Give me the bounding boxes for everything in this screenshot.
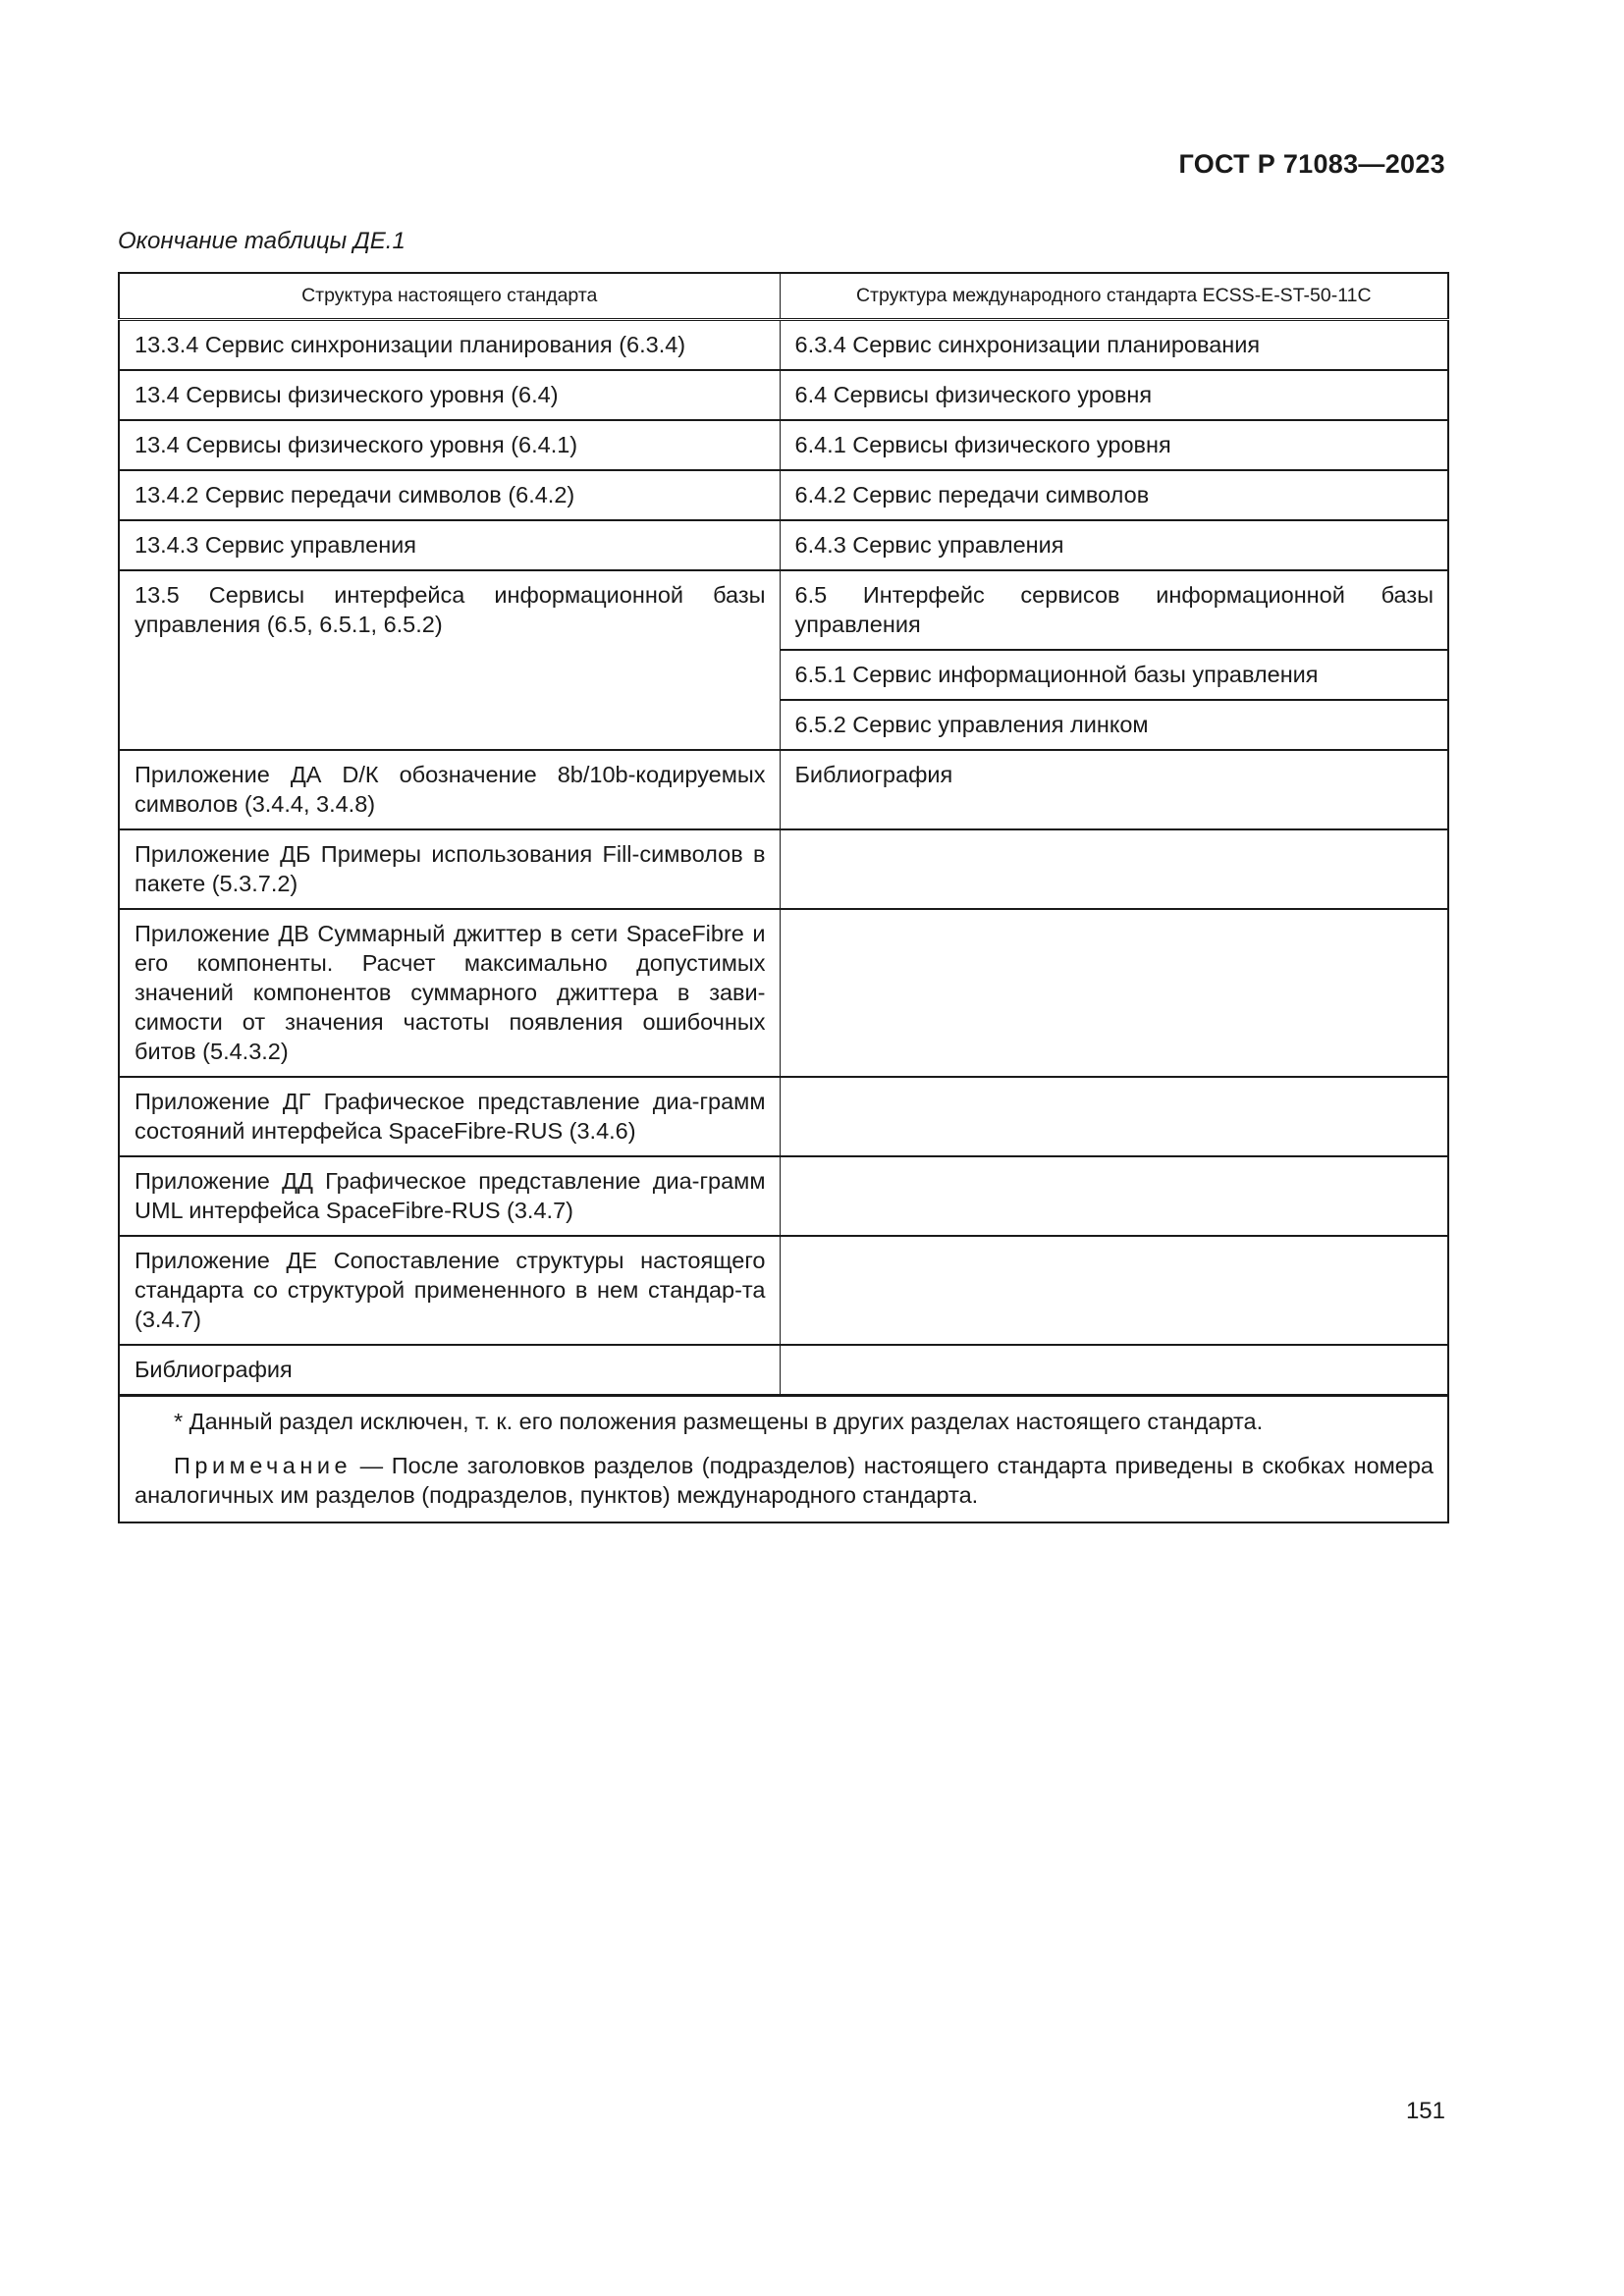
table-cell-international: 6.5 Интерфейс сервисов информационной базы управления [780,570,1448,650]
page-number: 151 [1405,2098,1445,2124]
table-row [119,370,1448,420]
table-cell-international [780,909,1448,1077]
table-cell-international: 6.5.1 Сервис информационной базы управления [780,650,1448,700]
standard-code-header: ГОСТ Р 71083—2023 [1178,149,1445,179]
table-cell-international: 6.3.4 Сервис синхронизации планирования [780,320,1448,371]
table-cell-national: 13.4.2 Сервис передачи символов (6.4.2) [119,470,780,520]
table-row [119,1236,1448,1345]
table-row [119,1156,1448,1236]
table-caption: Окончание таблицы ДЕ.1 [118,228,406,254]
table-footnote: * Данный раздел исключен, т. к. его положения размещены в других разделах настоящего стандарта. [174,1409,1264,1434]
table-cell-international: 6.4.1 Сервисы физического уровня [780,420,1448,470]
table-cell-international: 6.4.2 Сервис передачи символов [780,470,1448,520]
table-cell-international: Библиография [780,750,1448,829]
table-header-row [119,273,1448,320]
note-text: — После заголовков разделов (подразделов) настоящего стандарта приведены в скобках номера аналогичных им разделов (подразделов, пунктов) международного стандарта. [135,1453,1434,1508]
table-cell-international: 6.4 Сервисы физического уровня [780,370,1448,420]
column-header-international: Структура международного стандарта ECSS-E-ST-50-11C [780,273,1448,320]
table-cell-national: Приложение ДГ Графическое представление диа-грамм состояний интерфейса SpaceFibre-RUS (3.4.6) [119,1077,780,1156]
table-cell-international [780,1156,1448,1236]
table-cell-national: Приложение ДБ Примеры использования Fill-символов в пакете (5.3.7.2) [119,829,780,909]
table-row [119,1077,1448,1156]
note-label: Примечание [174,1453,352,1478]
table-notes-cell [119,1396,1448,1523]
table-cell-international: 6.4.3 Сервис управления [780,520,1448,570]
table-cell-international [780,1345,1448,1396]
table-cell-international [780,829,1448,909]
table-row [119,1345,1448,1396]
table-row [119,520,1448,570]
table-cell-national: Приложение ДВ Суммарный джиттер в сети SpaceFibre и его компоненты. Расчет максимально допустимых значений компонентов суммарного джиттера в зави-симости от значения частоты появления ошибочных битов (5.4.3.2) [119,909,780,1077]
table-row [119,829,1448,909]
table-cell-national: 13.3.4 Сервис синхронизации планирования (6.3.4) [119,320,780,371]
table-notes-row [119,1396,1448,1523]
table-note [135,1451,1434,1510]
table-cell-international: 6.5.2 Сервис управления линком [780,700,1448,750]
table-cell-national: 13.5 Сервисы интерфейса информационной базы управления (6.5, 6.5.1, 6.5.2) [119,570,780,750]
column-header-national: Структура настоящего стандарта [119,273,780,320]
table-cell-national: Приложение ДД Графическое представление диа-грамм UML интерфейса SpaceFibre-RUS (3.4.7) [119,1156,780,1236]
table-cell-national: 13.4 Сервисы физического уровня (6.4.1) [119,420,780,470]
table-cell-national: Библиография [119,1345,780,1396]
table-row [119,420,1448,470]
correspondence-table-container [118,272,1447,1523]
table-row [119,909,1448,1077]
correspondence-table [118,272,1449,1523]
table-cell-national: Приложение ДА D/К обозначение 8b/10b-кодируемых символов (3.4.4, 3.4.8) [119,750,780,829]
table-cell-national: 13.4 Сервисы физического уровня (6.4) [119,370,780,420]
table-cell-national: 13.4.3 Сервис управления [119,520,780,570]
table-row [119,470,1448,520]
table-cell-international [780,1236,1448,1345]
table-row [119,750,1448,829]
table-row [119,570,1448,650]
table-row [119,320,1448,371]
table-cell-national: Приложение ДЕ Сопоставление структуры настоящего стандарта со структурой примененного в нем стандар-та (3.4.7) [119,1236,780,1345]
table-cell-international [780,1077,1448,1156]
